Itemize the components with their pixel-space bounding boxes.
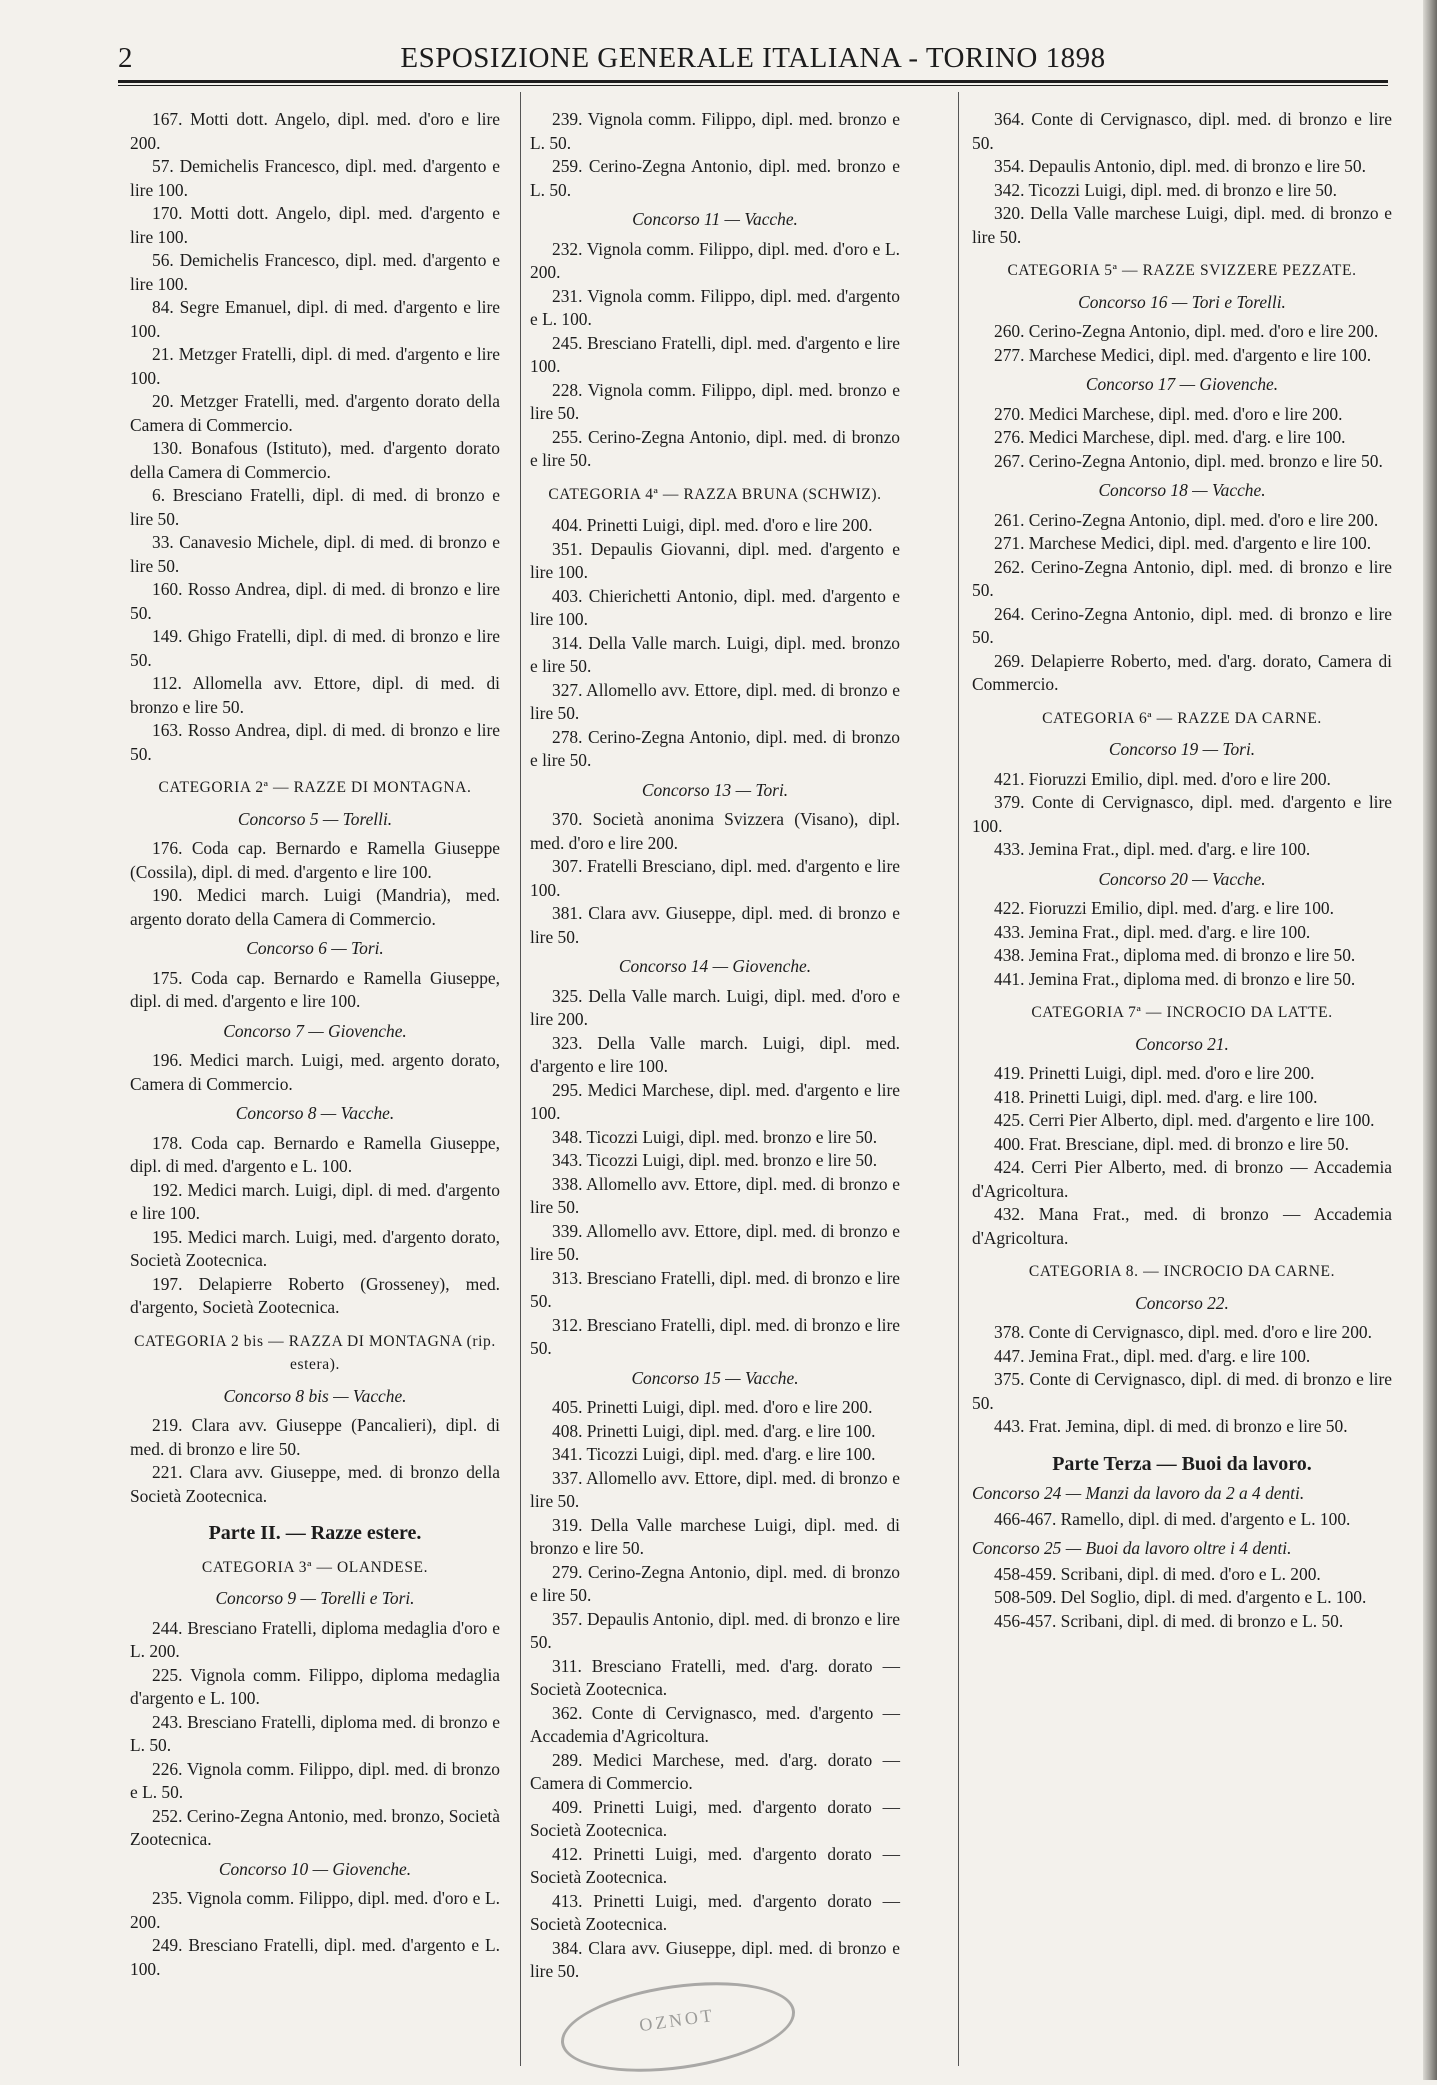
entry-paragraph: 422. Fioruzzi Emilio, dipl. med. d'arg. e lire 100.: [994, 898, 1334, 918]
entry-paragraph: 307. Fratelli Bresciano, dipl. med. d'argento e lire 100.: [530, 856, 900, 900]
entry-paragraph: 404. Prinetti Luigi, dipl. med. d'oro e lire 200.: [552, 515, 873, 535]
entry-paragraph: 320. Della Valle marchese Luigi, dipl. med. di bronzo e lire 50.: [972, 203, 1392, 247]
entry-paragraph: 400. Frat. Bresciane, dipl. med. di bronzo e lire 50.: [994, 1133, 1349, 1154]
entry-paragraph: 362. Conte di Cervignasco, med. d'argento — Accademia d'Agricoltura.: [530, 1702, 900, 1746]
entry-paragraph: 375. Conte di Cervignasco, dipl. di med. di bronzo e lire 50.: [972, 1369, 1392, 1413]
entry-paragraph: 289. Medici Marchese, med. d'arg. dorato — Camera di Commercio.: [530, 1749, 900, 1793]
category-heading: CATEGORIA 8. — INCROCIO DA CARNE.: [1028, 1263, 1336, 1280]
text-column-2: [530, 108, 900, 1984]
entry-paragraph: 245. Bresciano Fratelli, dipl. med. d'argento e lire 100.: [530, 332, 900, 376]
page-edge-shadow: [1423, 0, 1437, 2080]
entry-paragraph: 225. Vignola comm. Filippo, diploma medaglia d'argento e L. 100.: [130, 1664, 500, 1708]
entry-paragraph: 163. Rosso Andrea, dipl. di med. di bronzo e lire 50.: [130, 720, 500, 764]
page-title: ESPOSIZIONE GENERALE ITALIANA - TORINO 1898: [400, 42, 1106, 74]
entry-paragraph: 418. Prinetti Luigi, dipl. med. d'arg. e lire 100.: [994, 1086, 1318, 1107]
entry-paragraph: 226. Vignola comm. Filippo, dipl. med. di bronzo e L. 50.: [130, 1758, 500, 1802]
concorso-heading: Concorso 7 — Giovenche.: [223, 1020, 407, 1041]
entry-paragraph: 412. Prinetti Luigi, med. d'argento dorato — Società Zootecnica.: [530, 1843, 900, 1887]
text-column-3: [972, 108, 1392, 1633]
entry-paragraph: 176. Coda cap. Bernardo e Ramella Giuseppe (Cossila), dipl. di med. d'argento e lire 100.: [130, 838, 500, 882]
entry-paragraph: 20. Metzger Fratelli, med. d'argento dorato della Camera di Commercio.: [130, 391, 500, 435]
entry-paragraph: 178. Coda cap. Bernardo e Ramella Giuseppe, dipl. di med. d'argento e L. 100.: [130, 1132, 500, 1176]
concorso-heading: Concorso 8 bis — Vacche.: [223, 1385, 407, 1406]
entry-paragraph: 264. Cerino-Zegna Antonio, dipl. med. di bronzo e lire 50.: [972, 603, 1392, 647]
entry-paragraph: 343. Ticozzi Luigi, dipl. med. bronzo e lire 50.: [552, 1150, 878, 1170]
entry-paragraph: 21. Metzger Fratelli, dipl. di med. d'argento e lire 100.: [130, 344, 500, 388]
entry-paragraph: 219. Clara avv. Giuseppe (Pancalieri), dipl. di med. di bronzo e lire 50.: [130, 1415, 500, 1459]
entry-paragraph: 341. Ticozzi Luigi, dipl. med. d'arg. e lire 100.: [552, 1444, 876, 1464]
entry-paragraph: 190. Medici march. Luigi (Mandria), med. argento dorato della Camera di Commercio.: [130, 885, 500, 929]
entry-paragraph: 379. Conte di Cervignasco, dipl. med. d'argento e lire 100.: [972, 792, 1392, 836]
entry-paragraph: 323. Della Valle march. Luigi, dipl. med. d'argento e lire 100.: [530, 1032, 900, 1076]
concorso-heading: Concorso 5 — Torelli.: [237, 808, 393, 829]
entry-paragraph: 57. Demichelis Francesco, dipl. med. d'argento e lire 100.: [130, 156, 500, 200]
category-heading: CATEGORIA 5ª — RAZZE SVIZZERE PEZZATE.: [1007, 262, 1357, 279]
entry-paragraph: 231. Vignola comm. Filippo, dipl. med. d'argento e L. 100.: [530, 285, 900, 329]
entry-paragraph: 458-459. Scribani, dipl. di med. d'oro e L. 200.: [994, 1563, 1321, 1584]
category-heading: CATEGORIA 3ª — OLANDESE.: [201, 1558, 429, 1576]
entry-paragraph: 262. Cerino-Zegna Antonio, dipl. med. di bronzo e lire 50.: [972, 556, 1392, 600]
entry-paragraph: 261. Cerino-Zegna Antonio, dipl. med. d'oro e lire 200.: [994, 509, 1379, 530]
entry-paragraph: 370. Società anonima Svizzera (Visano), dipl. med. d'oro e lire 200.: [530, 809, 900, 853]
entry-paragraph: 278. Cerino-Zegna Antonio, dipl. med. di bronzo e lire 50.: [530, 726, 900, 770]
concorso-heading: Concorso 18 — Vacche.: [1098, 480, 1266, 500]
entry-paragraph: 433. Jemina Frat., dipl. med. d'arg. e lire 100.: [994, 839, 1311, 859]
entry-paragraph: 441. Jemina Frat., diploma med. di bronzo e lire 50.: [994, 968, 1356, 989]
category-heading: CATEGORIA 7ª — INCROCIO DA LATTE.: [1031, 1004, 1333, 1021]
entry-paragraph: 84. Segre Emanuel, dipl. di med. d'argento e lire 100.: [130, 297, 500, 341]
entry-paragraph: 276. Medici Marchese, dipl. med. d'arg. e lire 100.: [994, 427, 1346, 447]
entry-paragraph: 33. Canavesio Michele, dipl. di med. di bronzo e lire 50.: [130, 532, 500, 576]
entry-paragraph: 149. Ghigo Fratelli, dipl. di med. di bronzo e lire 50.: [130, 626, 500, 670]
concorso-heading: Concorso 16 — Tori e Torelli.: [1078, 291, 1286, 312]
entry-paragraph: 270. Medici Marchese, dipl. med. d'oro e lire 200.: [994, 403, 1343, 424]
category-heading: CATEGORIA 6ª — RAZZE DA CARNE.: [1042, 709, 1322, 727]
entry-paragraph: 413. Prinetti Luigi, med. d'argento dorato — Società Zootecnica.: [530, 1890, 900, 1934]
entry-paragraph: 433. Jemina Frat., dipl. med. d'arg. e lire 100.: [994, 921, 1311, 942]
entry-paragraph: 271. Marchese Medici, dipl. med. d'argento e lire 100.: [994, 533, 1372, 553]
entry-paragraph: 295. Medici Marchese, dipl. med. d'argento e lire 100.: [530, 1079, 900, 1123]
entry-paragraph: 175. Coda cap. Bernardo e Ramella Giuseppe, dipl. di med. d'argento e lire 100.: [130, 967, 500, 1011]
entry-paragraph: 228. Vignola comm. Filippo, dipl. med. bronzo e lire 50.: [530, 379, 900, 423]
entry-paragraph: 364. Conte di Cervignasco, dipl. med. di bronzo e lire 50.: [972, 109, 1392, 153]
entry-paragraph: 260. Cerino-Zegna Antonio, dipl. med. d'oro e lire 200.: [994, 321, 1379, 341]
entry-paragraph: 508-509. Del Soglio, dipl. di med. d'argento e L. 100.: [994, 1587, 1367, 1607]
concorso-heading: Concorso 6 — Tori.: [246, 938, 384, 958]
entry-paragraph: 279. Cerino-Zegna Antonio, dipl. med. di bronzo e lire 50.: [530, 1561, 900, 1605]
entry-paragraph: 381. Clara avv. Giuseppe, dipl. med. di bronzo e lire 50.: [530, 903, 900, 947]
entry-paragraph: 432. Mana Frat., med. di bronzo — Accademia d'Agricoltura.: [972, 1204, 1392, 1248]
concorso-heading: Concorso 20 — Vacche.: [1098, 868, 1266, 889]
entry-paragraph: 424. Cerri Pier Alberto, med. di bronzo — Accademia d'Agricoltura.: [972, 1157, 1392, 1201]
entry-paragraph: 232. Vignola comm. Filippo, dipl. med. d'oro e L. 200.: [530, 238, 900, 282]
entry-paragraph: 425. Cerri Pier Alberto, dipl. med. d'argento e lire 100.: [994, 1110, 1375, 1130]
entry-paragraph: 337. Allomello avv. Ettore, dipl. med. di bronzo e lire 50.: [530, 1467, 900, 1511]
concorso-heading: Concorso 22.: [1135, 1292, 1229, 1313]
entry-paragraph: 221. Clara avv. Giuseppe, med. di bronzo della Società Zootecnica.: [130, 1462, 500, 1506]
entry-paragraph: 6. Bresciano Fratelli, dipl. di med. di bronzo e lire 50.: [130, 485, 500, 529]
entry-paragraph: 160. Rosso Andrea, dipl. di med. di bronzo e lire 50.: [130, 579, 500, 623]
entry-paragraph: 348. Ticozzi Luigi, dipl. med. bronzo e lire 50.: [552, 1126, 878, 1147]
concorso-heading: Concorso 14 — Giovenche.: [618, 956, 812, 976]
entry-paragraph: 56. Demichelis Francesco, dipl. med. d'argento e lire 100.: [130, 250, 500, 294]
entry-paragraph: 357. Depaulis Antonio, dipl. med. di bronzo e lire 50.: [530, 1608, 900, 1652]
concorso-heading: Concorso 19 — Tori.: [1108, 739, 1256, 759]
concorso-heading: Concorso 15 — Vacche.: [631, 1367, 799, 1388]
entry-paragraph: 267. Cerino-Zegna Antonio, dipl. med. bronzo e lire 50.: [994, 450, 1383, 471]
entry-paragraph: 235. Vignola comm. Filippo, dipl. med. d'oro e L. 200.: [130, 1888, 500, 1932]
text-column-1: [130, 108, 500, 1981]
concorso-heading: Concorso 24 — Manzi da lavoro da 2 a 4 denti.: [972, 1483, 1305, 1503]
entry-paragraph: 112. Allomella avv. Ettore, dipl. di med. di bronzo e lire 50.: [130, 673, 500, 717]
entry-paragraph: 244. Bresciano Fratelli, diploma medaglia d'oro e L. 200.: [130, 1617, 500, 1661]
header-rule-thin: [118, 85, 1388, 86]
entry-paragraph: 447. Jemina Frat., dipl. med. d'arg. e lire 100.: [994, 1345, 1311, 1366]
concorso-heading: Concorso 8 — Vacche.: [235, 1103, 395, 1123]
entry-paragraph: 443. Frat. Jemina, dipl. di med. di bronzo e lire 50.: [994, 1416, 1348, 1436]
entry-paragraph: 342. Ticozzi Luigi, dipl. med. di bronzo e lire 50.: [994, 179, 1337, 200]
category-heading: CATEGORIA 2ª — RAZZE DI MONTAGNA.: [158, 779, 472, 796]
entry-paragraph: 409. Prinetti Luigi, med. d'argento dorato — Società Zootecnica.: [530, 1796, 900, 1840]
concorso-heading: Concorso 13 — Tori.: [641, 779, 789, 800]
concorso-heading: Concorso 11 — Vacche.: [632, 209, 798, 229]
entry-paragraph: 354. Depaulis Antonio, dipl. med. di bronzo e lire 50.: [994, 156, 1366, 176]
entry-paragraph: 239. Vignola comm. Filippo, dipl. med. bronzo e L. 50.: [530, 109, 900, 153]
entry-paragraph: 408. Prinetti Luigi, dipl. med. d'arg. e lire 100.: [552, 1420, 876, 1441]
entry-paragraph: 314. Della Valle march. Luigi, dipl. med. bronzo e lire 50.: [530, 632, 900, 676]
entry-paragraph: 421. Fioruzzi Emilio, dipl. med. d'oro e lire 200.: [994, 768, 1331, 789]
entry-paragraph: 252. Cerino-Zegna Antonio, med. bronzo, Società Zootecnica.: [130, 1805, 500, 1849]
entry-paragraph: 277. Marchese Medici, dipl. med. d'argento e lire 100.: [994, 344, 1372, 365]
entry-paragraph: 249. Bresciano Fratelli, dipl. med. d'argento e L. 100.: [130, 1935, 500, 1979]
entry-paragraph: 167. Motti dott. Angelo, dipl. med. d'oro e lire 200.: [130, 109, 500, 153]
entry-paragraph: 384. Clara avv. Giuseppe, dipl. med. di bronzo e lire 50.: [530, 1937, 900, 1981]
entry-paragraph: 313. Bresciano Fratelli, dipl. med. di bronzo e lire 50.: [530, 1267, 900, 1311]
concorso-heading: Concorso 9 — Torelli e Tori.: [215, 1588, 415, 1608]
concorso-heading: Concorso 10 — Giovenche.: [218, 1858, 412, 1879]
entry-paragraph: 378. Conte di Cervignasco, dipl. med. d'oro e lire 200.: [994, 1322, 1372, 1342]
entry-paragraph: 312. Bresciano Fratelli, dipl. med. di bronzo e lire 50.: [530, 1314, 900, 1358]
entry-paragraph: 243. Bresciano Fratelli, diploma med. di bronzo e L. 50.: [130, 1711, 500, 1755]
concorso-heading: Concorso 17 — Giovenche.: [1085, 374, 1279, 394]
concorso-heading: Concorso 21.: [1135, 1033, 1229, 1054]
entry-paragraph: 319. Della Valle marchese Luigi, dipl. med. di bronzo e lire 50.: [530, 1514, 900, 1558]
entry-paragraph: 438. Jemina Frat., diploma med. di bronzo e lire 50.: [994, 945, 1356, 965]
library-stamp: [555, 1969, 800, 2085]
entry-paragraph: 259. Cerino-Zegna Antonio, dipl. med. bronzo e L. 50.: [530, 156, 900, 200]
entry-paragraph: 327. Allomello avv. Ettore, dipl. med. di bronzo e lire 50.: [530, 679, 900, 723]
stamp-text: OZNOT: [638, 2004, 717, 2036]
entry-paragraph: 351. Depaulis Giovanni, dipl. med. d'argento e lire 100.: [530, 538, 900, 582]
entry-paragraph: 170. Motti dott. Angelo, dipl. med. d'argento e lire 100.: [130, 203, 500, 247]
entry-paragraph: 311. Bresciano Fratelli, med. d'arg. dorato — Società Zootecnica.: [530, 1655, 900, 1699]
entry-paragraph: 325. Della Valle march. Luigi, dipl. med. d'oro e lire 200.: [530, 985, 900, 1029]
entry-paragraph: 419. Prinetti Luigi, dipl. med. d'oro e lire 200.: [994, 1063, 1315, 1083]
entry-paragraph: 466-467. Ramello, dipl. di med. d'argento e L. 100.: [994, 1508, 1351, 1529]
page-number: 2: [118, 42, 133, 74]
column-divider: [520, 92, 521, 2066]
entry-paragraph: 197. Delapierre Roberto (Grosseney), med. d'argento, Società Zootecnica.: [130, 1273, 500, 1317]
entry-paragraph: 195. Medici march. Luigi, med. d'argento dorato, Società Zootecnica.: [130, 1226, 500, 1270]
column-divider: [958, 92, 959, 2066]
entry-paragraph: 456-457. Scribani, dipl. di med. di bronzo e L. 50.: [994, 1610, 1344, 1631]
section-heading: Parte Terza — Buoi da lavoro.: [1052, 1452, 1312, 1475]
category-heading: CATEGORIA 4ª — RAZZA BRUNA (SCHWIZ).: [548, 485, 882, 503]
entry-paragraph: 255. Cerino-Zegna Antonio, dipl. med. di bronzo e lire 50.: [530, 426, 900, 470]
entry-paragraph: 405. Prinetti Luigi, dipl. med. d'oro e lire 200.: [552, 1397, 873, 1417]
header-rule: [118, 80, 1388, 83]
concorso-heading: Concorso 25 — Buoi da lavoro oltre i 4 denti.: [972, 1538, 1292, 1558]
entry-paragraph: 403. Chierichetti Antonio, dipl. med. d'argento e lire 100.: [530, 585, 900, 629]
section-heading: Parte II. — Razze estere.: [208, 1522, 422, 1544]
entry-paragraph: 269. Delapierre Roberto, med. d'arg. dorato, Camera di Commercio.: [972, 650, 1392, 694]
entry-paragraph: 192. Medici march. Luigi, dipl. di med. d'argento e lire 100.: [130, 1179, 500, 1223]
entry-paragraph: 196. Medici march. Luigi, med. argento dorato, Camera di Commercio.: [130, 1050, 500, 1094]
category-heading: CATEGORIA 2 bis — RAZZA DI MONTAGNA (rip. estera).: [134, 1332, 496, 1373]
entry-paragraph: 339. Allomello avv. Ettore, dipl. med. di bronzo e lire 50.: [530, 1220, 900, 1264]
entry-paragraph: 130. Bonafous (Istituto), med. d'argento dorato della Camera di Commercio.: [130, 438, 500, 482]
entry-paragraph: 338. Allomello avv. Ettore, dipl. med. di bronzo e lire 50.: [530, 1173, 900, 1217]
